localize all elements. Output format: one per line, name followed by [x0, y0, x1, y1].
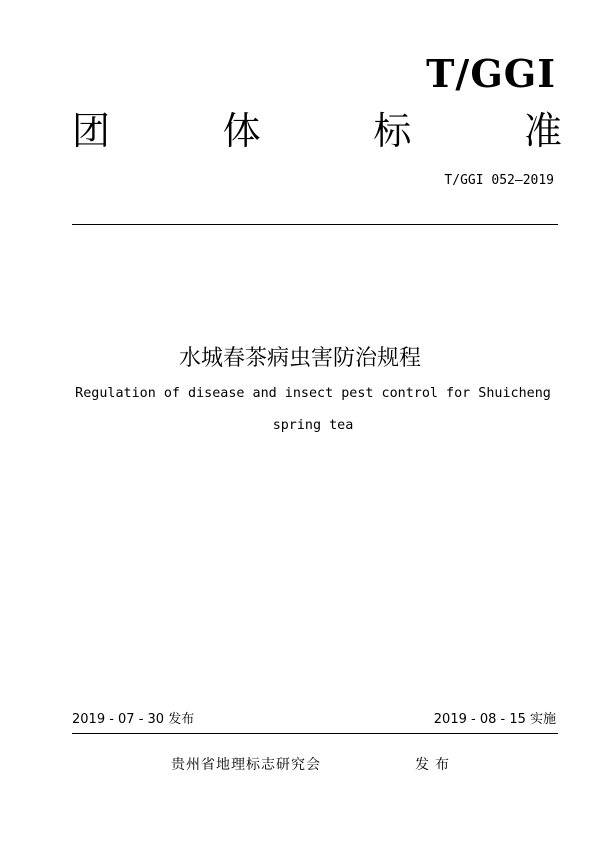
header-divider [72, 224, 558, 225]
footer-divider [72, 733, 558, 734]
standard-type-char: 准 [523, 109, 562, 153]
publish-label: 发布 [415, 757, 455, 773]
implementation-date: 2019 - 08 - 15 实施 [433, 712, 556, 727]
standard-type-char: 体 [222, 109, 261, 153]
publisher-name: 贵州省地理标志研究会 [171, 757, 321, 773]
standard-type-char: 团 [72, 109, 111, 153]
standard-type-heading [72, 106, 562, 156]
standard-number: T/GGI 052—2019 [444, 173, 554, 188]
standard-type-char: 标 [373, 109, 412, 153]
org-code: T/GGI [426, 51, 556, 96]
document-title-english-line2: spring tea [272, 418, 354, 433]
document-title-chinese: 水城春茶病虫害防治规程 [178, 346, 421, 371]
document-title-english-line1: Regulation of disease and insect pest control for Shuicheng [75, 386, 551, 401]
issue-date: 2019 - 07 - 30 发布 [72, 712, 195, 727]
